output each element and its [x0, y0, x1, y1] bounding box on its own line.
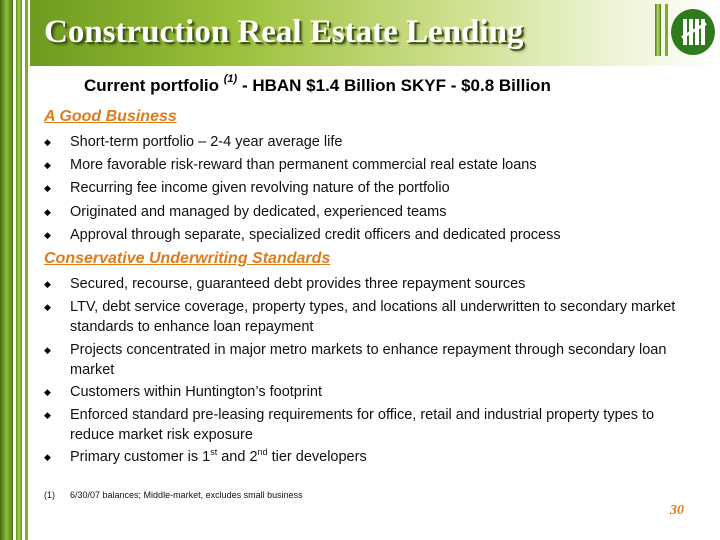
subtitle-footnote-ref: (1): [223, 73, 238, 86]
list-item-text: Approval through separate, specialized credit officers and dedicated process: [70, 227, 561, 243]
list-item-text-part: Primary customer is 1: [70, 449, 211, 465]
slide-title: Construction Real Estate Lending: [44, 14, 524, 50]
left-bar: [0, 0, 13, 540]
huntington-logo-icon: [671, 9, 715, 55]
diamond-bullet-icon: ◆: [44, 387, 51, 397]
list-item-text: Recurring fee income given revolving nature of the portfolio: [70, 180, 450, 196]
left-decorative-bars: [0, 0, 30, 540]
subtitle-rest: - HBAN $1.4 Billion SKYF - $0.8 Billion: [237, 76, 551, 95]
diamond-bullet-icon: ◆: [44, 207, 51, 217]
diamond-bullet-icon: ◆: [44, 452, 51, 462]
diamond-bullet-icon: ◆: [44, 137, 51, 147]
header-divider-bar: [655, 4, 661, 56]
list-item-text: More favorable risk-reward than permanent commercial real estate loans: [70, 157, 537, 173]
portfolio-subtitle: [84, 73, 551, 96]
header-divider-bar: [665, 4, 668, 56]
list-item-text-part: tier developers: [267, 449, 367, 465]
footnote-text: 6/30/07 balances; Middle-market, excludes small business: [70, 490, 303, 500]
diamond-bullet-icon: ◆: [44, 345, 51, 355]
diamond-bullet-icon: ◆: [44, 410, 51, 420]
left-bar: [25, 0, 28, 540]
list-item-text: [70, 447, 680, 467]
section-heading: Conservative Underwriting Standards: [44, 250, 331, 267]
section-heading: A Good Business: [44, 108, 177, 125]
diamond-bullet-icon: ◆: [44, 230, 51, 240]
list-item-text: Secured, recourse, guaranteed debt provides three repayment sources: [70, 276, 526, 292]
list-item-text: Projects concentrated in major metro markets to enhance repayment through secondary loan market: [70, 342, 667, 378]
diamond-bullet-icon: ◆: [44, 302, 51, 312]
ordinal-suffix: st: [210, 447, 218, 458]
list-item-text-part: and 2: [217, 449, 258, 465]
subtitle-lead: Current portfolio: [84, 76, 224, 95]
footnote: [44, 490, 303, 500]
list-item-text: LTV, debt service coverage, property types, and locations all underwritten to secondary market standards to enhance loan repayment: [70, 299, 676, 335]
list-item-text: Customers within Huntington’s footprint: [70, 384, 322, 400]
list-item-text: Enforced standard pre-leasing requirements for office, retail and industrial property types to reduce market risk exposure: [70, 407, 655, 443]
footnote-number: (1): [44, 490, 55, 500]
list-item-text: Short-term portfolio – 2-4 year average life: [70, 134, 343, 150]
ordinal-suffix: nd: [257, 447, 268, 458]
diamond-bullet-icon: ◆: [44, 279, 51, 289]
diamond-bullet-icon: ◆: [44, 183, 51, 193]
left-bar: [16, 0, 22, 540]
list-item-text: Originated and managed by dedicated, experienced teams: [70, 204, 447, 220]
page-number: 30: [670, 503, 684, 518]
diamond-bullet-icon: ◆: [44, 160, 51, 170]
